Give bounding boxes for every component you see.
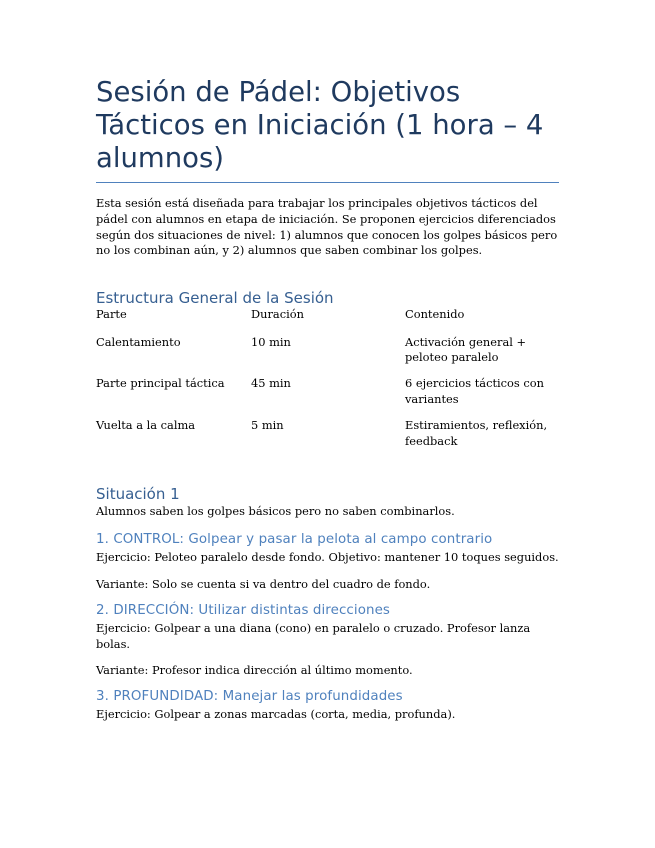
table-cell: 6 ejercicios tácticos con variantes [405,376,544,406]
table-cell: Calentamiento [96,334,181,349]
table-cell: 45 min [251,376,291,391]
table-header-cell: Parte [96,307,127,322]
objective-heading: 2. DIRECCIÓN: Utilizar distintas direcciones [96,603,390,619]
objective-heading: 1. CONTROL: Golpear y pasar la pelota al campo contrario [96,532,493,548]
exercise-text: Ejercicio: Golpear a una diana (cono) en paralelo o cruzado. Profesor lanza bolas. [96,621,531,651]
exercise-text: Ejercicio: Golpear a zonas marcadas (corta, media, profunda). [96,707,456,722]
table-cell: Estiramientos, reflexión, feedback [405,418,548,448]
table-header-cell: Contenido [405,307,465,322]
structure-table [96,307,558,449]
title-underline [96,182,559,183]
variant-text: Variante: Solo se cuenta si va dentro del cuadro de fondo. [96,576,431,591]
situation-heading: Situación 1 [96,485,180,504]
variant-text: Variante: Profesor indica dirección al último momento. [96,663,413,678]
exercise-text: Ejercicio: Peloteo paralelo desde fondo. Objetivo: mantener 10 toques seguidos. [96,550,559,565]
intro-paragraph: Esta sesión está diseñada para trabajar los principales objetivos tácticos del pádel con alumnos en etapa de iniciación. Se proponen ejercicios diferenciados según dos situaciones de nivel: 1) alumnos que conocen los golpes básicos pero no los combinan aún, y 2) alumnos que saben combinar los golpes. [96,196,558,258]
table-cell: Activación general + peloteo paralelo [405,334,527,364]
table-cell: Vuelta a la calma [96,418,196,433]
table-header-row [96,307,558,334]
table-row [96,335,558,377]
document-title: Sesión de Pádel: Objetivos Tácticos en Iniciación (1 hora – 4 alumnos) [96,76,544,174]
table-cell: 10 min [251,334,291,349]
table-row [96,376,558,418]
table-cell: 5 min [251,418,284,433]
table-header-cell: Duración [251,307,304,322]
table-cell: Parte principal táctica [96,376,225,391]
table-row [96,418,558,449]
objective-heading: 3. PROFUNDIDAD: Manejar las profundidades [96,689,403,705]
situation-description: Alumnos saben los golpes básicos pero no saben combinarlos. [96,504,455,519]
structure-heading: Estructura General de la Sesión [96,289,334,308]
